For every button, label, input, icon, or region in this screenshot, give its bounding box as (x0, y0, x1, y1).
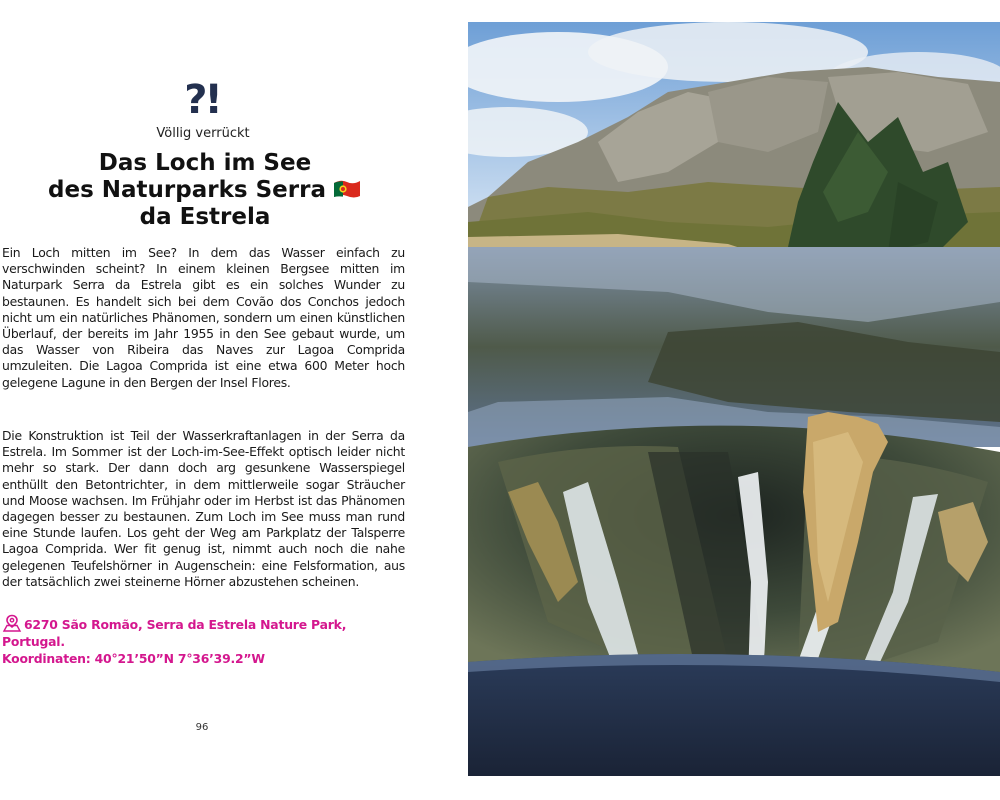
map-pin-icon (2, 614, 22, 632)
category-label: Völlig verrückt (156, 126, 250, 141)
text-column (0, 0, 410, 800)
photo-lake-hole (468, 22, 1000, 776)
location-address: 6270 São Romão, Serra da Estrela Nature Park, Portugal. (2, 617, 347, 649)
body-paragraph-2: Die Konstruktion ist Teil der Wasserkraftanlagen in der Serra da Estrela. Im Sommer ist der Loch-im-See-Effekt optisch leider nicht mehr so stark. Der dann doch arg gesunkene Wasserspiegel enthüllt den Betontrichter, in dem mittlerweile sogar Sträucher und Moose wachsen. Im Frühjahr oder im Herbst ist das Phänomen dagegen besser zu bestaunen. Zum Loch im See muss man rund eine Stunde laufen. Los geht der Weg am Parkplatz der Talsperre Lagoa Comprida. Wer fit genug ist, nimmt auch noch die nahe gelegenen Teufelshörner in Augenschein: eine Felsformation, aus der tatsächlich zwei steinerne Hörner abzustehen scheinen. (2, 428, 405, 589)
photo-illustration (468, 22, 1000, 776)
body-paragraph-1: Ein Loch mitten im See? In dem das Wasser einfach zu verschwinden scheint? In einem kleinen Bergsee mitten im Naturpark Serra da Estrela gibt es ein solches Wunder zu bestaunen. Es handelt sich bei dem Covão dos Conchos jedoch nicht um ein natürliches Phänomen, sondern um einen künstlichen Überlauf, der bereits im Jahr 1955 in den See gebaut wurde, um das Wasser von Ribeira das Naves zur Lagoa Comprida umzuleiten. Die Lagoa Comprida ist eine etwa 600 Meter hoch gelegene Lagune in den Bergen der Insel Flores. (2, 245, 405, 390)
portugal-flag-icon (332, 178, 362, 200)
title-line-3: da Estrela (139, 204, 271, 230)
title-line-1: Das Loch im See (98, 150, 312, 176)
location-info (2, 614, 407, 667)
page-title (30, 150, 380, 231)
location-coordinates: Koordinaten: 40°21’50”N 7°36’39.2”W (2, 651, 265, 666)
page-number: 96 (195, 722, 209, 733)
title-line-2: des Naturparks Serra (48, 177, 326, 203)
question-exclamation-icon: ?! (184, 77, 220, 123)
